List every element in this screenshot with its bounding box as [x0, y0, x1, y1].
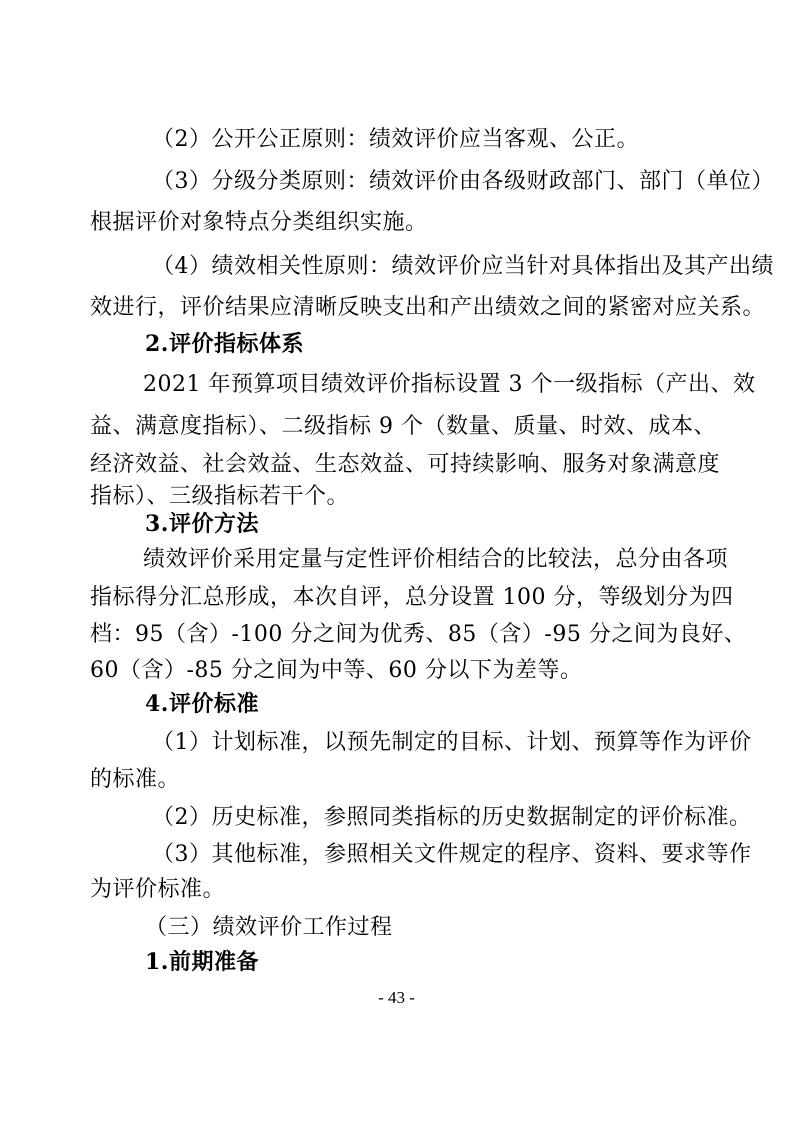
paragraph-line: （2）历史标准，参照同类指标的历史数据制定的评价标准。 [152, 805, 752, 830]
section-heading: 1.前期准备 [145, 949, 259, 975]
paragraph-line: 指标得分汇总形成，本次自评，总分设置 100 分，等级划分为四 [90, 585, 734, 610]
subsection-heading: （三）绩效评价工作过程 [145, 915, 393, 940]
paragraph-line: 根据评价对象特点分类组织实施。 [90, 210, 428, 235]
paragraph-line: （1）计划标准，以预先制定的目标、计划、预算等作为评价 [152, 730, 752, 755]
paragraph-line: 60（含）-85 分之间为中等、60 分以下为差等。 [90, 658, 583, 683]
section-heading: 2.评价指标体系 [145, 331, 304, 357]
paragraph-line: 经济效益、社会效益、生态效益、可持续影响、服务对象满意度 [90, 452, 721, 477]
section-heading: 4.评价标准 [145, 691, 259, 717]
paragraph-line: 为评价标准。 [90, 877, 226, 902]
paragraph-line: 绩效评价采用定量与定性评价相结合的比较法，总分由各项 [143, 547, 729, 572]
paragraph-line: 指标）、三级指标若干个。 [90, 484, 350, 509]
paragraph-line: （3）其他标准，参照相关文件规定的程序、资料、要求等作 [152, 842, 752, 867]
paragraph-line: 益、满意度指标）、二级指标 9 个（数量、质量、时效、成本、 [90, 414, 716, 439]
paragraph-line: （4）绩效相关性原则：绩效评价应当针对具体指出及其产出绩 [152, 254, 774, 279]
section-heading: 3.评价方法 [145, 511, 259, 537]
paragraph-line: （3）分级分类原则：绩效评价由各级财政部门、部门（单位） [152, 169, 774, 194]
paragraph-line: 效进行，评价结果应清晰反映支出和产出绩效之间的紧密对应关系。 [90, 295, 766, 320]
paragraph-line: 2021 年预算项目绩效评价指标设置 3 个一级指标（产出、效 [143, 372, 756, 397]
paragraph-line: （2）公开公正原则：绩效评价应当客观、公正。 [152, 127, 639, 152]
paragraph-line: 档：95（含）-100 分之间为优秀、85（含）-95 分之间为良好、 [90, 622, 747, 647]
paragraph-line: 的标准。 [90, 767, 181, 792]
page-number: - 43 - [378, 988, 415, 1007]
